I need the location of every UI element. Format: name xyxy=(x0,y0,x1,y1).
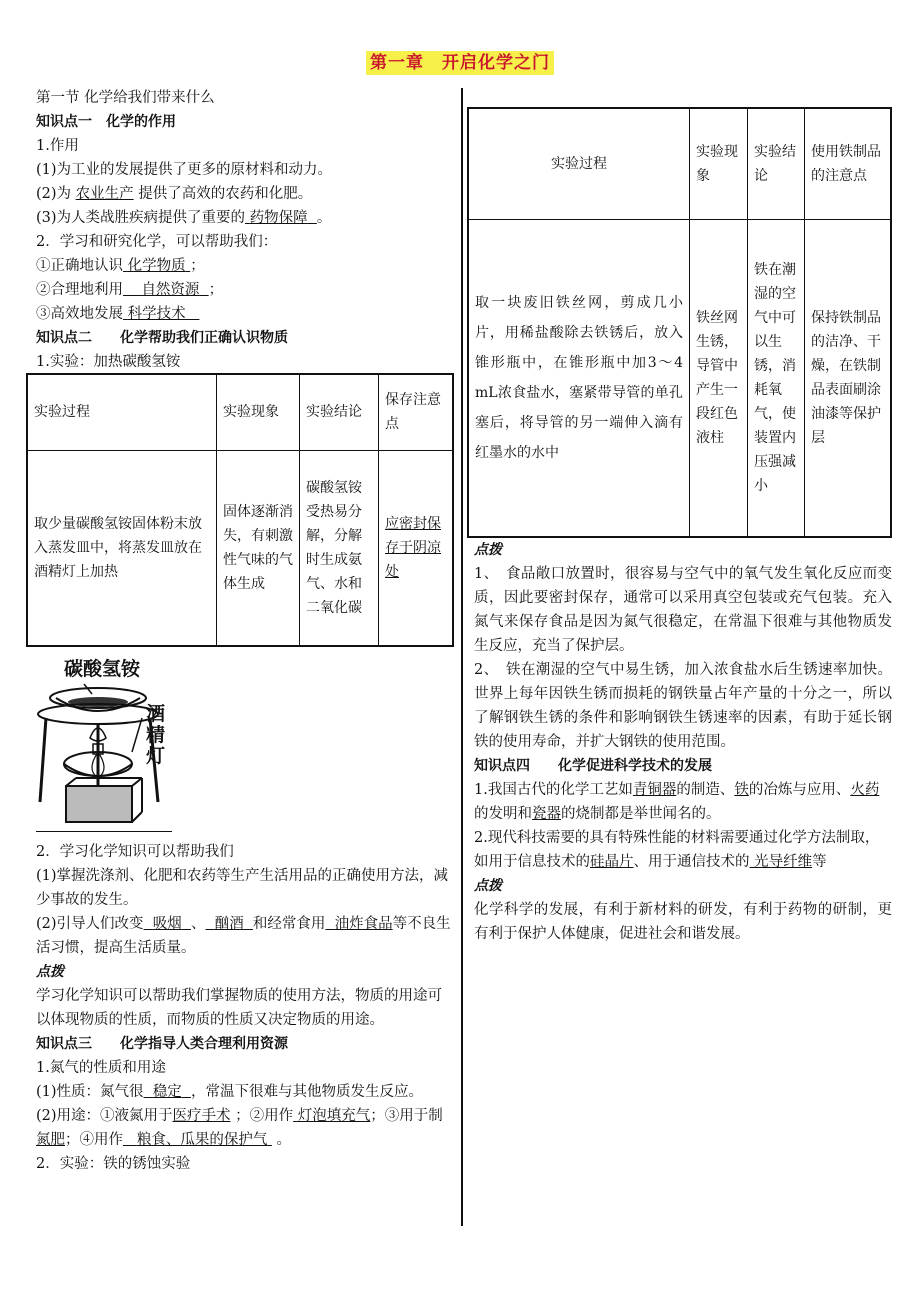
tip-label-2: 点拨 xyxy=(474,542,502,558)
figure-underline xyxy=(36,831,172,832)
kp4-heading: 知识点四 化学促进科学技术的发展 xyxy=(474,758,712,774)
kp3-p1: (1)性质：氮气很 稳定 ，常温下很难与其他物质发生反应。 xyxy=(36,1084,423,1100)
tip-text-1: 学习化学知识可以帮助我们掌握物质的使用方法，物质的用途可以体现物质的性质，而物质的性质又决定物质的用途。 xyxy=(36,988,442,1028)
kp3-p2: (2)用途：①液氮用于医疗手术 ；②用作 灯泡填充气；③用于制氮肥；④用作 粮食、瓜果的保护气 。 xyxy=(36,1108,443,1148)
t1-header-phenomenon: 实验现象 xyxy=(217,374,300,450)
tip-text-4: 化学科学的发展，有利于新材料的研发，有利于药物的研制，更有利于保护人体健康，促进社会和谐发展。 xyxy=(474,902,892,942)
kp2-exp: 1.实验：加热碳酸氢铵 xyxy=(36,354,181,370)
kp4-p1: 1.我国古代的化学工艺如青铜器的制造、铁的冶炼与应用、火药的发明和瓷器的烧制都是举世闻名的。 xyxy=(474,782,880,822)
t2-header-process: 实验过程 xyxy=(468,108,690,219)
kp3-item1: 1.氮气的性质和用途 xyxy=(36,1060,166,1076)
t2-cell-notes: 保持铁制品的洁净、干燥，在铁制品表面刷涂油漆等保护层 xyxy=(805,219,892,537)
t1-cell-storage: 应密封保存于阴凉处 xyxy=(379,450,454,646)
kp1-item2: 2．学习和研究化学，可以帮助我们： xyxy=(36,234,278,250)
kp1-choice1: ①正确地认识 化学物质 ； xyxy=(36,258,205,274)
t2-cell-process: 取一块废旧铁丝网，剪成几小片，用稀盐酸除去铁锈后，放入锥形瓶中，在锥形瓶中加3～4 mL浓食盐水，塞紧带导管的单孔塞后，将导管的另一端伸入滴有红墨水的水中 xyxy=(468,219,690,537)
section-title: 第一节 化学给我们带来什么 xyxy=(36,90,215,106)
kp1-item1: 1.作用 xyxy=(36,138,79,154)
label-alcohol-lamp: 酒精灯 xyxy=(146,703,166,767)
experiment-table-1 xyxy=(26,373,454,647)
tip-text-3: 2、 铁在潮湿的空气中易生锈，加入浓食盐水后生锈速率加快。世界上每年因铁生锈而损耗的钢铁量占年产量的十分之一，所以了解钢铁生锈的条件和影响钢铁生锈速率的因素，有助于延长钢铁的使用寿命，并扩大钢铁的使用范围。 xyxy=(474,662,892,750)
page-title: 第一章 开启化学之门 xyxy=(0,48,920,73)
column-divider xyxy=(461,88,463,1226)
tip-label-3: 点拨 xyxy=(474,878,502,894)
label-ammonium-bicarbonate: 碳酸氢铵 xyxy=(64,658,141,680)
kp4-p2: 2.现代科技需要的具有特殊性能的材料需要通过化学方法制取，如用于信息技术的硅晶片、用于通信技术的 光导纤维等 xyxy=(474,830,880,870)
tip-text-2: 1、 食品敞口放置时，很容易与空气中的氧气发生氧化反应而变质，因此要密封保存，通常可以采用真空包装或充气包装。充入氮气来保存食品是因为氮气很稳定，在常温下很难与其他物质发生反应，充当了保护层。 xyxy=(474,566,892,654)
heating-apparatus-illustration xyxy=(36,652,174,834)
t2-header-phenomenon: 实验现象 xyxy=(690,108,748,219)
kp1-choice3: ③高效地发展 科学技术 xyxy=(36,306,186,322)
kp1-line3: (3)为人类战胜疾病提供了重要的 药物保障 。 xyxy=(36,210,332,226)
kp1-line1: (1)为工业的发展提供了更多的原材料和动力。 xyxy=(36,162,333,178)
kp2-p1: (1)掌握洗涤剂、化肥和农药等生产生活用品的正确使用方法，减少事故的发生。 xyxy=(36,868,449,908)
t1-header-process: 实验过程 xyxy=(27,374,217,450)
kp1-line2: (2)为 农业生产 提供了高效的农药和化肥。 xyxy=(36,186,313,202)
t2-cell-conclusion: 铁在潮湿的空气中可以生锈，消耗氧气，使装置内压强减小 xyxy=(748,219,805,537)
t1-header-conclusion: 实验结论 xyxy=(300,374,379,450)
kp3-item2: 2．实验：铁的锈蚀实验 xyxy=(36,1156,191,1172)
t1-cell-conclusion: 碳酸氢铵受热易分解，分解时生成氨气、水和二氧化碳 xyxy=(300,450,379,646)
left-column xyxy=(36,86,452,374)
t1-cell-process: 取少量碳酸氢铵固体粉末放入蒸发皿中，将蒸发皿放在酒精灯上加热 xyxy=(27,450,217,646)
kp1-heading: 知识点一 化学的作用 xyxy=(36,114,176,130)
t2-header-conclusion: 实验结论 xyxy=(748,108,805,219)
kp3-heading: 知识点三 化学指导人类合理利用资源 xyxy=(36,1036,288,1052)
kp1-choice2: ②合理地利用 自然资源 ； xyxy=(36,282,224,298)
kp2-p2: (2)引导人们改变 吸烟 、 酗酒 和经常食用 油炸食品等不良生活习惯，提高生活质量。 xyxy=(36,916,451,956)
t1-cell-phenomenon: 固体逐渐消失，有刺激性气味的气体生成 xyxy=(217,450,300,646)
experiment-table-2 xyxy=(467,107,892,538)
t2-cell-phenomenon: 铁丝网生锈，导管中产生一段红色液柱 xyxy=(690,219,748,537)
kp2-item2: 2．学习化学知识可以帮助我们 xyxy=(36,844,234,860)
right-column-lower xyxy=(474,538,892,946)
t2-header-notes: 使用铁制品的注意点 xyxy=(805,108,892,219)
t1-header-storage: 保存注意点 xyxy=(379,374,454,450)
left-column-lower xyxy=(36,840,452,1176)
tip-label-1: 点拨 xyxy=(36,964,64,980)
kp2-heading: 知识点二 化学帮助我们正确认识物质 xyxy=(36,330,288,346)
